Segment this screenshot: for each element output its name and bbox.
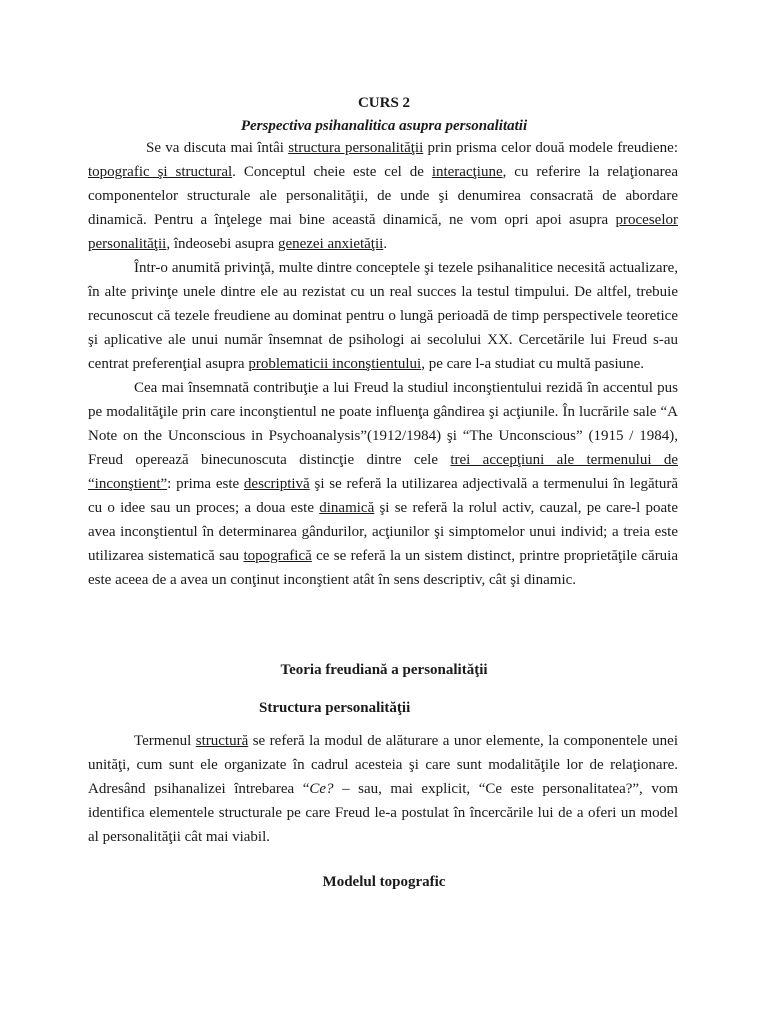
intro-paragraph-2: Într-o anumită privinţă, multe dintre conceptele şi tezele psihanalitice necesită actualizare, în alte privinţe unele dintre ele au rezistat cu un real succes la testul timpului. De altfel, trebuie recunoscut că tezele freudiene au dominat pentru o lungă perioadă de timp perspectivele teoretice şi aplicative ale unui număr însemnat de psihologi ai secolului XX. Cercetările lui Freud s-au centrat preferenţial asupra problematicii inconştientului, pe care l-a studiat cu multă pasiune. xyxy=(88,260,678,372)
section-text xyxy=(88,729,678,849)
section-heading: Teoria freudiană a personalităţii xyxy=(280,662,488,678)
underlined-term: genezei anxietăţii xyxy=(277,236,384,252)
document-subtitle: Perspectiva psihanalitica asupra personalitatii xyxy=(240,118,528,134)
course-label: CURS 2 xyxy=(357,95,411,111)
underlined-term: topografic şi structural xyxy=(88,164,233,180)
underlined-term: structura personalităţii xyxy=(288,140,424,156)
section-paragraph-1: Termenul structură se referă la modul de alăturare a unor elemente, la componentele unei unităţi, cum sunt ele organizate în cadrul acesteia şi care sunt modalităţile lor de relaţionare. Adresând psihanalizei întrebarea “Ce? – sau, mai explicit, “Ce este personalitatea?”, vom identifica elementele structurale pe care Freud le-a postulat în încercările lui de a oferi un model al personalităţii cât mai viabil. xyxy=(88,733,678,845)
section-subheading: Structura personalităţii xyxy=(259,700,411,716)
underlined-term: structură xyxy=(195,733,249,749)
underlined-term: interacţiune xyxy=(431,164,503,180)
underlined-term: topografică xyxy=(243,548,312,564)
subsection-heading: Modelul topografic xyxy=(322,874,446,890)
underlined-term: dinamică xyxy=(319,500,375,516)
intro-paragraph-3: Cea mai însemnată contribuţie a lui Freud la studiul inconştientului rezidă în accentul pus pe modalităţile prin care inconştientul ne poate influenţa gândirea şi acţiunile. În lucrările sale “A Note on the Unconscious in Psychoanalysis”(1912/1984) şi “The Unconscious” (1915 / 1984), Freud operează binecunoscuta distincţie dintre cele trei accepţiuni ale termenului de “inconştient”: prima este descriptivă şi se referă la utilizarea adjectivală a termenului în legătură cu o idee sau un proces; a doua este dinamică şi se referă la rolul activ, cauzal, pe care-l poate avea inconştientul în determinarea gândurilor, acţiunilor şi simptomelor unui individ; a treia este utilizarea sistematică sau topografică ce se referă la un sistem distinct, printre proprietăţile căruia este aceea de a avea un conţinut inconştient atât în sens descriptiv, cât şi dinamic. xyxy=(88,380,679,588)
underlined-term: proceselor personalităţii xyxy=(88,212,678,252)
underlined-term: trei accepţiuni ale termenului de “inconştient” xyxy=(88,452,679,492)
intro-text xyxy=(88,136,678,592)
italic-term: Ce? xyxy=(309,781,334,797)
underlined-term: problematicii inconştientului xyxy=(248,356,422,372)
underlined-term: descriptivă xyxy=(243,476,310,492)
intro-paragraph-1: Se va discuta mai întâi structura personalităţii prin prisma celor două modele freudiene: topografic şi structural. Conceptul cheie este cel de interacţiune, cu referire la relaţionarea componentelor structurale ale personalităţii, de unde şi denumirea consacrată de abordare dinamică. Pentru a înţelege mai bine această dinamică, ne vom opri apoi asupra proceselor personalităţii, îndeosebi asupra genezei anxietăţii. xyxy=(88,140,678,252)
